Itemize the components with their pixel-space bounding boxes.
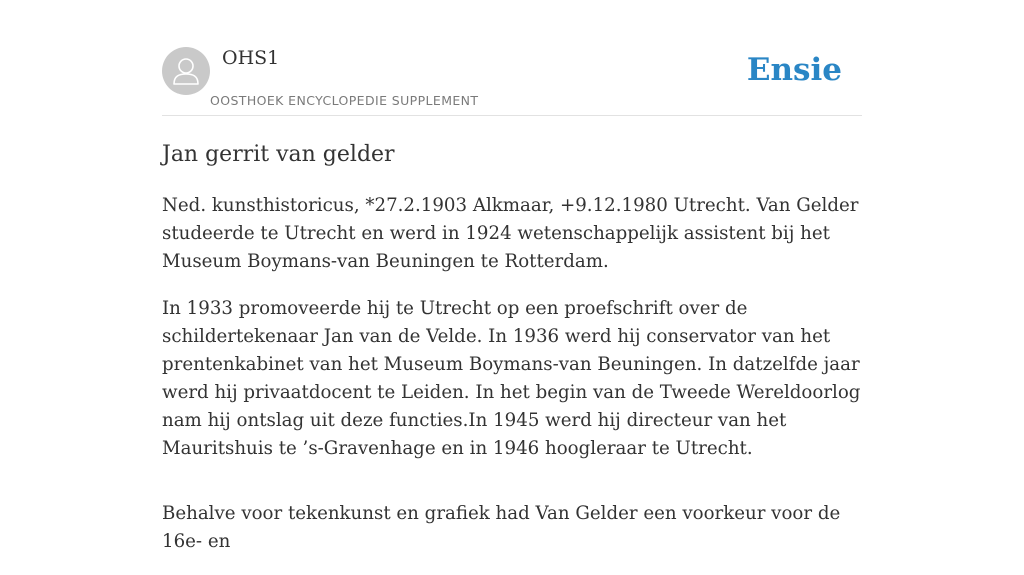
avatar[interactable] <box>162 47 210 95</box>
header-divider <box>162 115 862 116</box>
source-name[interactable]: OHS1 <box>222 47 280 69</box>
ensie-logo[interactable]: Ensie <box>746 52 842 88</box>
article-paragraph: Behalve voor tekenkunst en grafiek had Van Gelder een voorkeur voor de 16e- en <box>162 503 841 552</box>
user-icon <box>162 47 210 95</box>
source-subtitle: OOSTHOEK ENCYCLOPEDIE SUPPLEMENT <box>210 93 479 108</box>
article-paragraph: In 1933 promoveerde hij te Utrecht op een proefschrift over de schildertekenaar Jan van de Velde. In 1936 werd hij conservator van het prentenkabinet van het Museum Boymans-van Beuningen. In datzelfde jaar werd hij privaatdocent te Leiden. In het begin van de Tweede Wereldoorlog nam hij ontslag uit deze functies.In 1945 werd hij directeur van het Mauritshuis te ’s-Gravenhage en in 1946 hoogleraar te Utrecht. <box>162 298 861 459</box>
page-title: Jan gerrit van gelder <box>162 142 395 167</box>
article-body <box>162 192 868 575</box>
article-paragraph: Ned. kunsthistoricus, *27.2.1903 Alkmaar, +9.12.1980 Utrecht. Van Gelder studeerde te Utrecht en werd in 1924 wetenschappelijk assistent bij het Museum Boymans-van Beuningen te Rotterdam. <box>162 195 859 272</box>
